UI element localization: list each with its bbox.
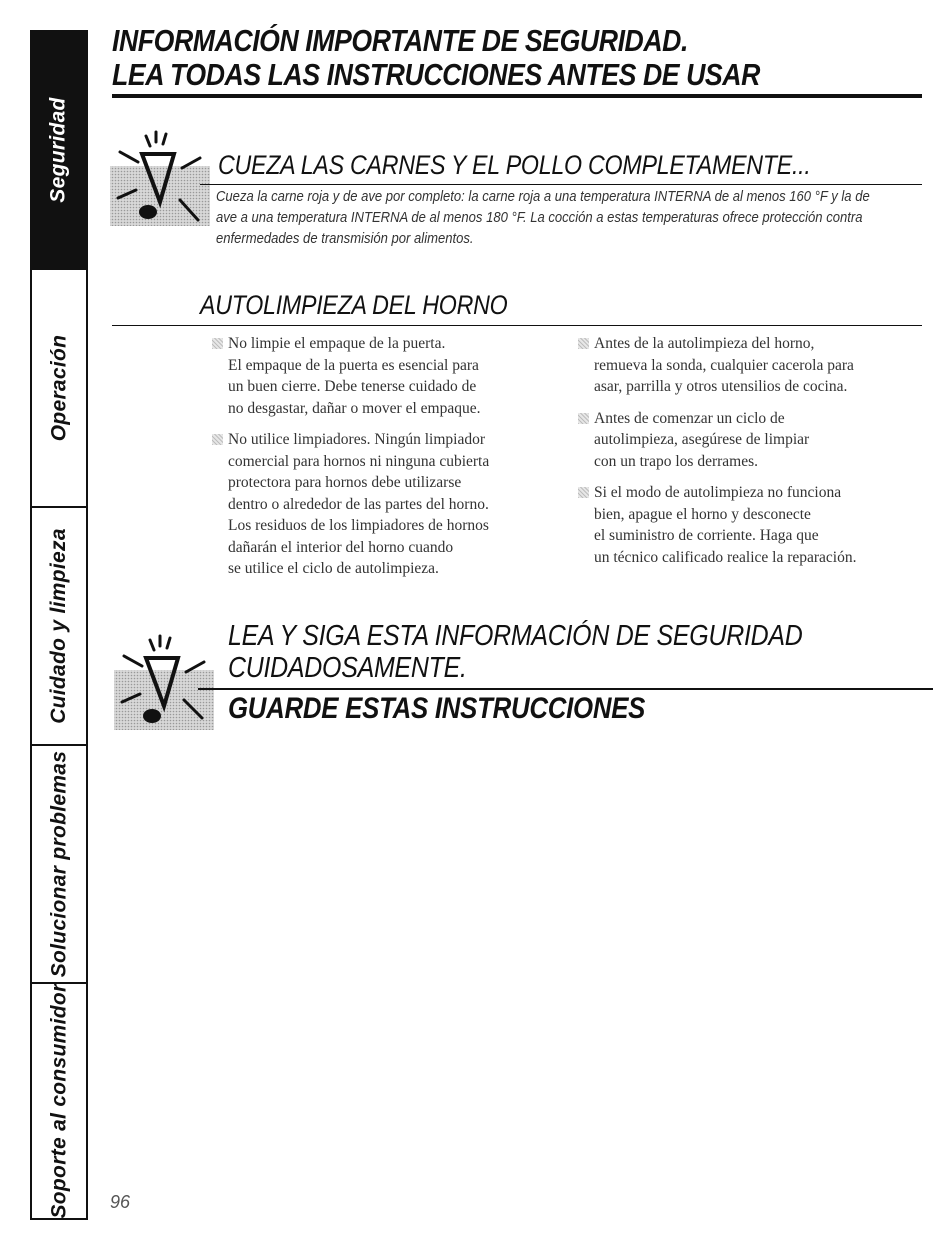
bullet-line: protectora para hornos debe utilizarse — [228, 474, 462, 491]
bullet-square-icon — [578, 413, 589, 424]
section-rule — [112, 325, 922, 326]
self-clean-right-column — [578, 333, 928, 578]
bullet-item — [578, 482, 928, 568]
body-line: enfermedades de transmisión por alimentos. — [216, 230, 474, 247]
bullet-square-icon — [578, 487, 589, 498]
bullet-line: Si el modo de autolimpieza no funciona — [594, 484, 842, 501]
bullet-line: No limpie el empaque de la puerta. — [228, 335, 446, 352]
footer-warning-line-2: CUIDADOSAMENTE. — [228, 652, 467, 684]
header-line-2: LEA TODAS LAS INSTRUCCIONES ANTES DE USAR — [112, 57, 760, 92]
side-tab-label: Solucionar problemas — [47, 750, 70, 978]
bullet-item — [212, 333, 572, 419]
bullet-line: un técnico calificado realice la reparación. — [594, 548, 857, 566]
warning-exclamation-icon — [108, 128, 218, 228]
bullet-square-icon — [212, 434, 223, 445]
header-line-1: INFORMACIÓN IMPORTANTE DE SEGURIDAD. — [112, 23, 688, 58]
bullet-item — [578, 408, 928, 473]
bullet-line: Antes de comenzar un ciclo de — [594, 409, 785, 427]
bullet-line: remueva la sonda, cualquier cacerola para — [594, 356, 854, 374]
warning-exclamation-icon — [112, 632, 222, 732]
side-tab-label: Cuidado y limpieza — [47, 528, 71, 724]
header-rule — [112, 94, 922, 98]
side-tab-label: Soporte al consumidor — [47, 983, 70, 1219]
cook-meat-body — [216, 186, 912, 249]
section-title-self-clean: AUTOLIMPIEZA DEL HORNO — [200, 290, 508, 320]
bullet-item — [578, 333, 928, 398]
body-line: ave a una temperatura INTERNA de al menos 180 °F. La cocción a estas temperaturas ofrece protección contra — [216, 209, 863, 226]
page-header — [112, 24, 922, 92]
side-tab-solucionar-problemas[interactable] — [30, 744, 88, 984]
bullet-line: bien, apague el horno y desconecte — [594, 505, 811, 523]
bullet-line: dentro o alrededor de las partes del horno. — [228, 495, 489, 513]
bullet-line: se utilice el ciclo de autolimpieza. — [228, 560, 439, 577]
bullet-line: un buen cierre. Debe tenerse cuidado de — [228, 378, 477, 395]
section-rule — [198, 688, 933, 690]
side-tab-soporte-consumidor[interactable] — [30, 982, 88, 1220]
side-tab-cuidado-limpieza[interactable] — [30, 506, 88, 746]
bullet-line: No utilice limpiadores. Ningún limpiador — [228, 431, 485, 448]
bullet-line: asar, parrilla y otros utensilios de cocina. — [594, 378, 848, 395]
bullet-line: comercial para hornos ni ninguna cubierta — [228, 452, 490, 470]
section-title-cook-meat: CUEZA LAS CARNES Y EL POLLO COMPLETAMENTE... — [218, 150, 811, 180]
bullet-line: no desgastar, dañar o mover el empaque. — [228, 399, 481, 417]
footer-warning-line-1: LEA Y SIGA ESTA INFORMACIÓN DE SEGURIDAD — [228, 620, 803, 652]
side-tab-operacion[interactable] — [30, 268, 88, 508]
section-rule — [200, 184, 922, 185]
bullet-line: dañarán el interior del horno cuando — [228, 538, 454, 556]
side-tab-label: Operación — [47, 334, 70, 442]
side-tab-nav — [30, 30, 90, 1220]
bullet-line: el suministro de corriente. Haga que — [594, 527, 819, 544]
bullet-square-icon — [212, 338, 223, 349]
page-number: 96 — [110, 1192, 131, 1212]
body-line: Cueza la carne roja y de ave por completo: la carne roja a una temperatura INTERNA de al menos 160 °F y la de — [216, 188, 870, 205]
side-tab-label: Seguridad — [47, 97, 71, 203]
self-clean-left-column — [212, 333, 572, 590]
bullet-line: autolimpieza, asegúrese de limpiar — [594, 431, 810, 448]
bullet-line: Los residuos de los limpiadores de hornos — [228, 517, 489, 534]
save-instructions-heading: GUARDE ESTAS INSTRUCCIONES — [228, 692, 646, 725]
bullet-line: Antes de la autolimpieza del horno, — [594, 335, 815, 352]
bullet-item — [212, 429, 572, 580]
side-tab-seguridad[interactable] — [30, 30, 88, 270]
bullet-line: El empaque de la puerta es esencial para — [228, 356, 479, 374]
bullet-line: con un trapo los derrames. — [594, 452, 758, 470]
bullet-square-icon — [578, 338, 589, 349]
